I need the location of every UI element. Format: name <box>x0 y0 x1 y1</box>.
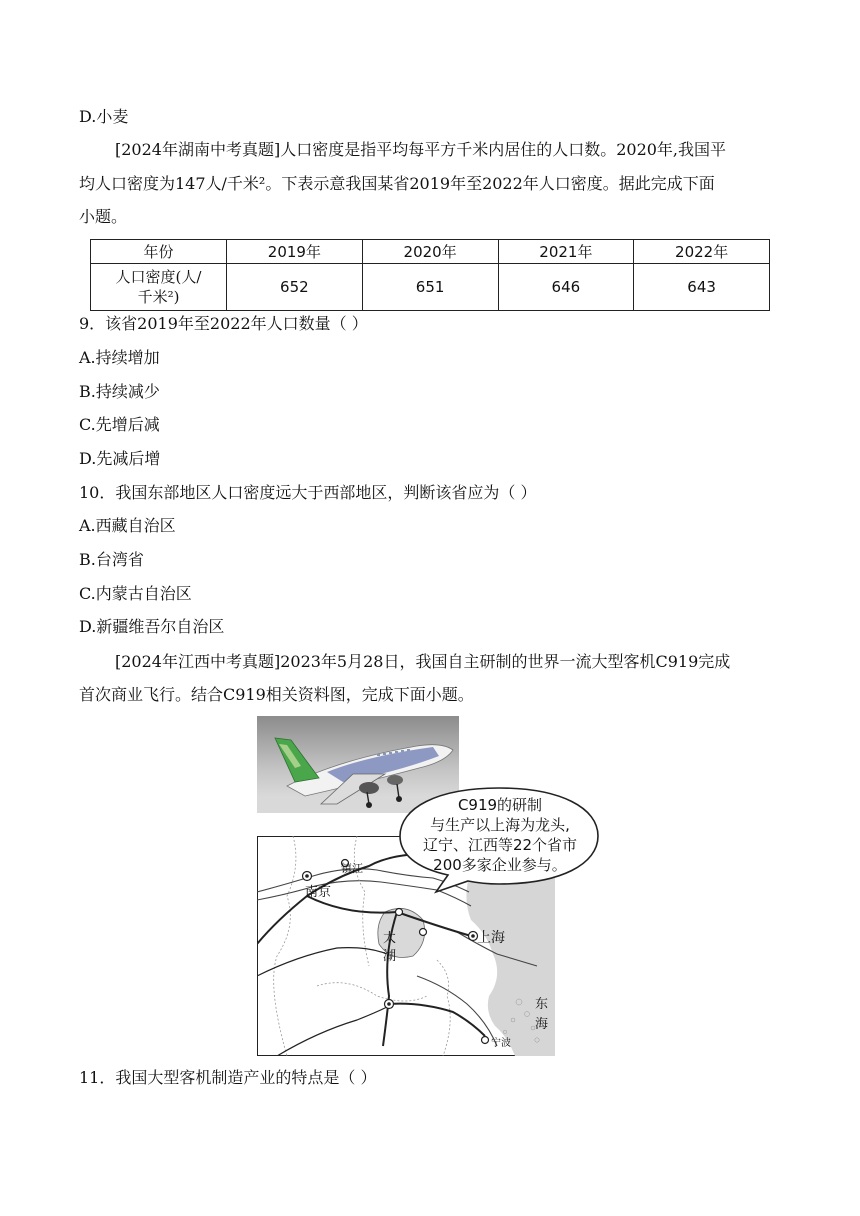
table-row-label-line1: 人口密度(人/ <box>115 268 202 286</box>
question-10-option-b: B.台湾省 <box>79 550 144 569</box>
map-label-donghai-2: 海 <box>535 1017 549 1032</box>
table-header-row <box>91 240 770 264</box>
question-10-option-d: D.新疆维吾尔自治区 <box>79 617 225 636</box>
question-9-option-b: B.持续减少 <box>79 382 160 401</box>
intro-paragraph-1: [2024年湖南中考真题]人口密度是指平均每平方千米内居住的人口数。2020年,我国平 <box>115 140 727 159</box>
speech-bubble-line: C919的研制 <box>457 796 543 814</box>
intro-paragraph-2: [2024年江西中考真题]2023年5月28日，我国自主研制的世界一流大型客机C919完成 <box>115 652 731 671</box>
intro-paragraph-2-line2: 首次商业飞行。结合C919相关资料图，完成下面小题。 <box>79 685 474 704</box>
table-year-cell: 2021年 <box>498 240 634 264</box>
question-9-option-d: D.先减后增 <box>79 449 161 468</box>
map-label-ningbo: 宁波 <box>491 1038 511 1049</box>
question-11: 11．我国大型客机制造产业的特点是（ ） <box>79 1068 377 1087</box>
table-value-cell: 646 <box>498 264 634 311</box>
question-10-option-c: C.内蒙古自治区 <box>79 584 192 603</box>
table-year-cell: 2020年 <box>362 240 498 264</box>
question-9-option-c: C.先增后减 <box>79 415 160 434</box>
table-year-cell: 2022年 <box>634 240 770 264</box>
population-density-table <box>90 239 770 311</box>
speech-bubble-line: 200多家企业参与。 <box>433 856 567 874</box>
map-label-zhenjiang: 镇江 <box>341 862 363 875</box>
table-value-cell: 651 <box>362 264 498 311</box>
option-d-wheat: D.小麦 <box>79 107 129 126</box>
table-year-cell: 2019年 <box>227 240 363 264</box>
question-9-option-a: A.持续增加 <box>79 348 160 367</box>
table-value-row <box>91 264 770 311</box>
table-row-label <box>91 264 227 311</box>
table-value-cell: 652 <box>227 264 363 311</box>
table-value-cell: 643 <box>634 264 770 311</box>
speech-bubble-text <box>405 795 595 875</box>
question-10-option-a: A.西藏自治区 <box>79 516 176 535</box>
map-label-taihu-1: 太 <box>383 931 397 946</box>
speech-bubble-line: 与生产以上海为龙头, <box>430 816 570 834</box>
question-9: 9．该省2019年至2022年人口数量（ ） <box>79 314 368 333</box>
table-row-label-line2: 千米²) <box>137 288 180 306</box>
map-label-taihu-2: 湖 <box>383 949 397 964</box>
map-label-donghai-1: 东 <box>535 997 549 1012</box>
intro-paragraph-1-line2: 均人口密度为147人/千米²。下表示意我国某省2019年至2022年人口密度。据此完成下面 <box>79 174 715 193</box>
question-10: 10．我国东部地区人口密度远大于西部地区，判断该省应为（ ） <box>79 483 537 502</box>
speech-bubble-line: 辽宁、江西等22个省市 <box>422 836 578 854</box>
map-label-shanghai: 上海 <box>477 930 505 946</box>
intro-paragraph-1-line3: 小题。 <box>79 207 128 226</box>
map-label-nanjing: 南京 <box>305 885 332 900</box>
table-header-label: 年份 <box>91 240 227 264</box>
